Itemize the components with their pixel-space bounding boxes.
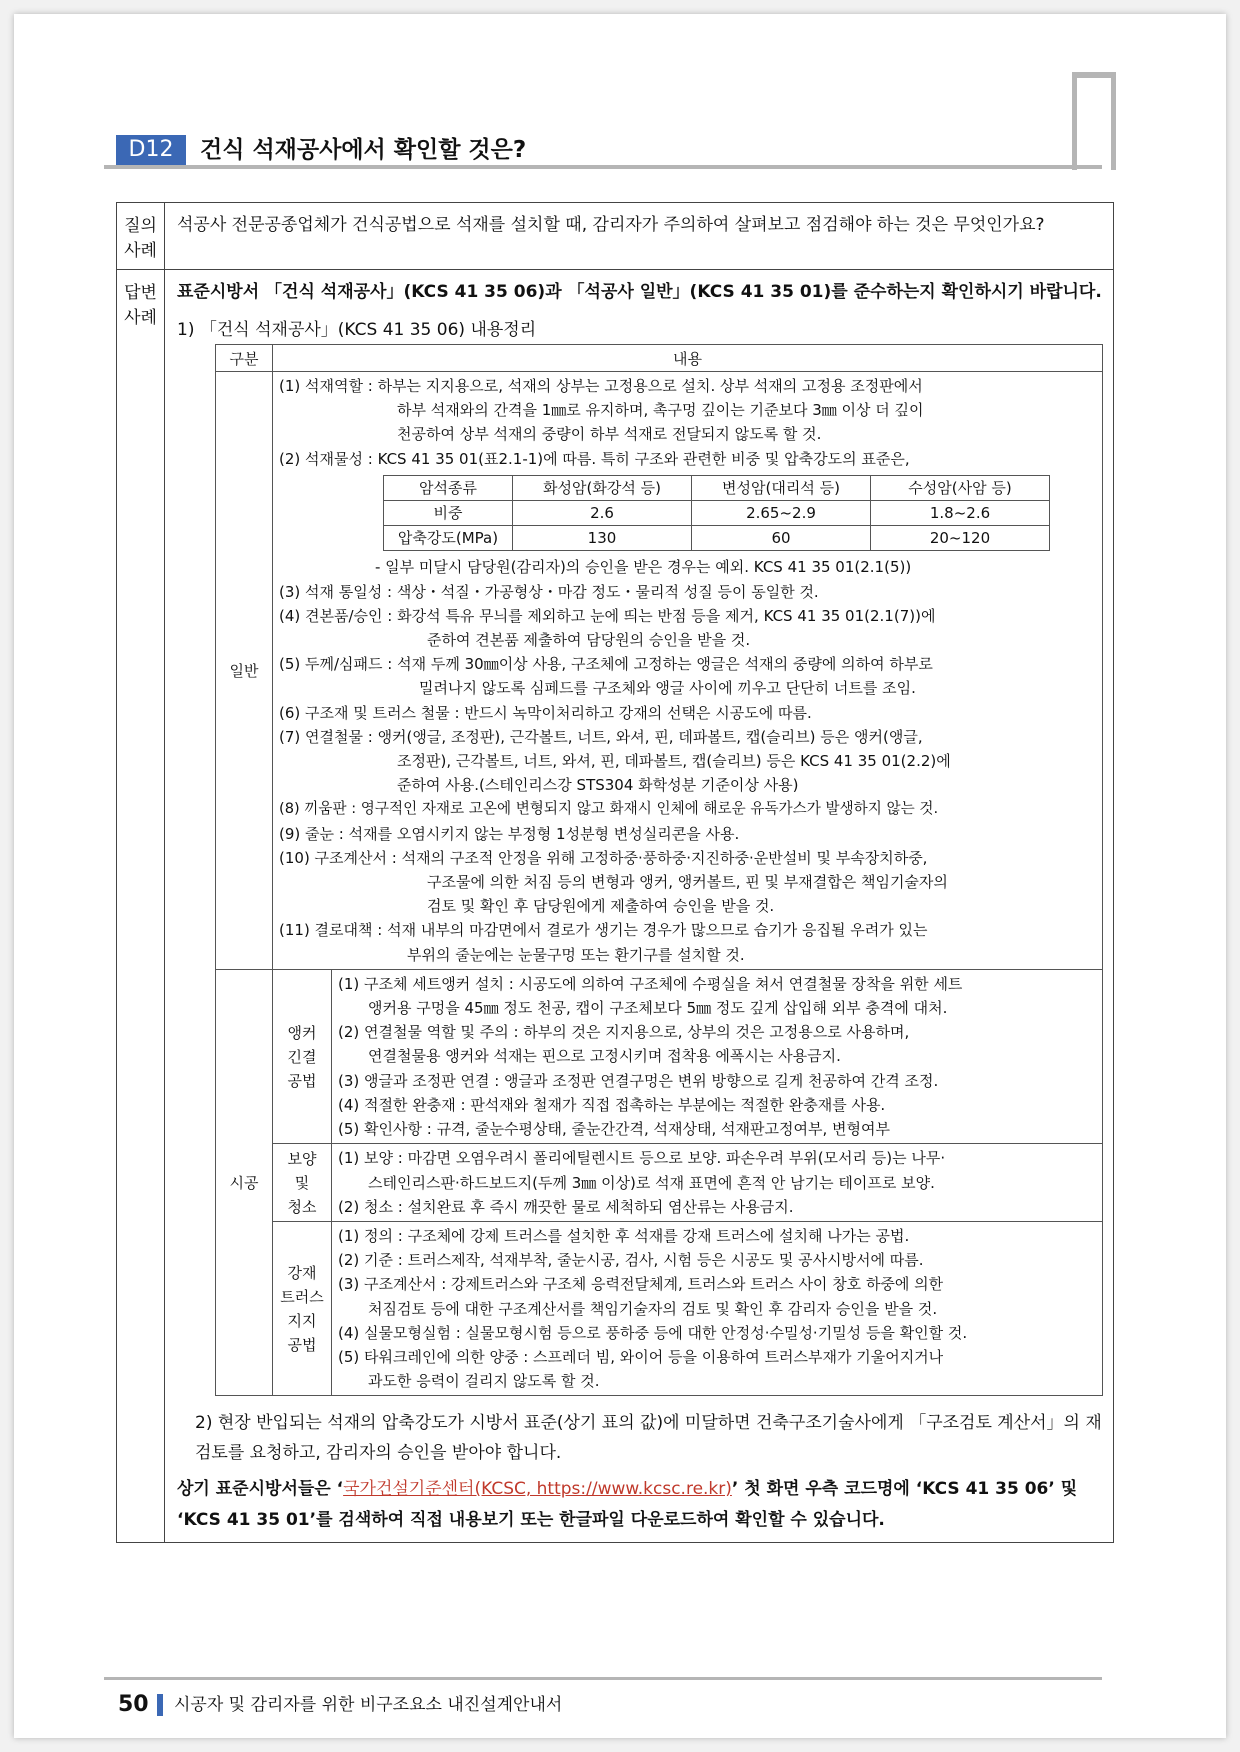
anchor-item-3: (3) 앵글과 조정판 연결 : 앵글과 조정판 연결구멍은 변위 방향으로 길게 천공하여 간격 조정. [338,1071,939,1090]
truss-label-line: 트러스 [280,1287,324,1306]
general-item-5: (5) 두께/심패드 : 석재 두께 30㎜이상 사용, 구조체에 고정하는 앵글은 석재의 중량에 의하여 하부로 [279,655,933,674]
summary-header-row [216,345,1103,372]
stone-cell: 2.6 [513,501,692,526]
general-item-1-cont: 하부 석재와의 간격을 1㎜로 유지하며, 촉구멍 깊이는 기준보다 3㎜ 이상 더 깊이 [397,401,924,420]
anchor-label-line: 앵커 [287,1023,317,1042]
protect-item-2: (2) 청소 : 설치완료 후 즉시 깨끗한 물로 세척하되 염산류는 사용금지. [338,1197,794,1216]
content-summary-table [215,344,1103,1396]
stone-cell: 130 [513,526,692,551]
section-code-badge: D12 [116,135,186,165]
general-row [216,372,1103,970]
truss-label-line: 공법 [287,1335,317,1354]
general-item-7: (7) 연결철물 : 앵커(앵글, 조정판), 근각볼트, 너트, 와셔, 핀, 데파볼트, 캡(슬리브) 등은 앵커(앵글, [279,727,923,746]
truss-row [216,1221,1103,1395]
subsection-2-text: 2) 현장 반입되는 석재의 압축강도가 시방서 표준(상기 표의 값)에 미달하면 건축구조기술사에게 「구조검토 계산서」의 재검토를 요청하고, 감리자의 승인을 받아야 합니다. [195,1413,1102,1464]
anchor-item-2: (2) 연결철물 역할 및 주의 : 하부의 것은 지지용으로, 상부의 것은 고정용으로 사용하며, [338,1023,910,1042]
general-item-10-cont: 구조물에 의한 처짐 등의 변형과 앵커, 앵커볼트, 핀 및 부재결합은 책임기술자의 [427,873,948,892]
footer-rule [104,1677,1102,1680]
anchor-method-label [273,969,332,1143]
protect-label-line: 및 [294,1173,310,1192]
anchor-label-line: 긴결 [287,1047,317,1066]
truss-label-line: 지지 [287,1311,317,1330]
general-item-7-cont: 준하여 사용.(스테인리스강 STS304 화학성분 기준이상 사용) [397,776,799,795]
page-number: 50 [118,1692,149,1717]
general-item-7-cont: 조정판), 근각볼트, 너트, 와셔, 핀, 데파볼트, 캡(슬리브) 등은 KCS 41 35 01(2.2)에 [397,752,951,771]
answer-body [165,270,1114,1543]
construction-category: 시공 [216,969,273,1395]
general-item-4: (4) 견본품/승인 : 화강석 특유 무늬를 제외하고 눈에 띄는 반점 등을 제거, KCS 41 35 01(2.1(7))에 [279,606,936,625]
truss-method-label [273,1221,332,1395]
stone-cell: 2.65~2.9 [692,501,871,526]
general-item-9: (9) 줄눈 : 석재를 오염시키지 않는 부정형 1성분형 변성실리콘을 사용. [279,824,740,843]
final-note-pre: 상기 표준시방서들은 ‘ [177,1479,344,1500]
section-header [104,135,1102,169]
general-item-2: (2) 석재물성 : KCS 41 35 01(표2.1-1)에 따름. 특히 구조와 관련한 비중 및 압축강도의 표준은, [279,449,910,468]
protect-item-1-cont: 스테인리스판·하드보드지(두께 3㎜ 이상)로 석재 표면에 흔적 안 남기는 테이프로 보양. [368,1173,935,1192]
answer-label: 답변사례 [117,270,165,1543]
protect-row [216,1144,1103,1222]
question-text: 석공사 전문공종업체가 건식공법으로 석재를 설치할 때, 감리자가 주의하여 살펴보고 점검해야 하는 것은 무엇인가요? [165,203,1114,270]
general-item-10: (10) 구조계산서 : 석재의 구조적 안정을 위해 고정하중·풍하중·지진하중·운반설비 및 부속장치하중, [279,848,928,867]
qa-table [116,202,1114,1543]
stone-header-cell: 수성암(사암 등) [871,475,1050,500]
general-item-10-cont: 검토 및 확인 후 담당원에게 제출하여 승인을 받을 것. [427,897,775,916]
general-item-4-cont: 준하여 견본품 제출하여 담당원의 승인을 받을 것. [427,631,751,650]
protect-clean-label [273,1144,332,1222]
truss-item-3-cont: 처짐검토 등에 대한 구조계산서를 책임기술자의 검토 및 확인 후 감리자 승인을 받을 것. [368,1299,938,1318]
protect-item-1: (1) 보양 : 마감면 오염우려시 폴리에틸렌시트 등으로 보양. 파손우려 부위(모서리 등)는 나무· [338,1149,946,1168]
protect-label-line: 보양 [287,1149,317,1168]
truss-label-line: 강재 [287,1263,317,1282]
truss-content [332,1221,1103,1395]
truss-item-3: (3) 구조계산서 : 강제트러스와 구조체 응력전달체계, 트러스와 트러스 사이 창호 하중에 의한 [338,1275,944,1294]
stone-cell: 20~120 [871,526,1050,551]
col-content-header: 내용 [273,345,1103,372]
final-note-post: ’ 첫 화면 우측 코드명에 ‘KCS 41 35 06’ 및 ‘KCS 41 35 01’를 검색하여 직접 내용보기 또는 한글파일 다운로드하여 확인할 수 있습니다. [177,1479,1078,1531]
general-item-5-cont: 밀려나지 않도록 심페드를 구조체와 앵글 사이에 끼우고 단단히 너트를 조임. [419,679,916,698]
stone-cell: 비중 [384,501,513,526]
general-item-11-cont: 부위의 줄눈에는 눈물구멍 또는 환기구를 설치할 것. [407,945,745,964]
stone-cell: 60 [692,526,871,551]
general-category: 일반 [216,372,273,970]
question-label: 질의사례 [117,203,165,270]
section-title: 건식 석재공사에서 확인할 것은? [200,137,527,163]
truss-item-5: (5) 타워크레인에 의한 양중 : 스프레더 빔, 와이어 등을 이용하여 트러스부재가 기울어지거나 [338,1347,944,1366]
stone-header-cell: 변성암(대리석 등) [692,475,871,500]
general-item-1-cont: 천공하여 상부 석재의 중량이 하부 석재로 전달되지 않도록 할 것. [397,425,822,444]
stone-cell: 압축강도(MPa) [384,526,513,551]
footer-accent-bar [157,1694,163,1716]
stone-property-table [383,475,1050,552]
subsection-1-title: 1) 「건식 석재공사」(KCS 41 35 06) 내용정리 [177,320,537,340]
general-item-11: (11) 결로대책 : 석재 내부의 마감면에서 결로가 생기는 경우가 많으므로 습기가 응집될 우려가 있는 [279,921,928,940]
header-rule [104,165,1102,169]
answer-intro: 표준시방서 「건식 석재공사」(KCS 41 35 06)과 「석공사 일반」(KCS 41 35 01)를 준수하는지 확인하시기 바랍니다. [177,282,1102,302]
truss-item-5-cont: 과도한 응력이 걸리지 않도록 할 것. [368,1372,600,1391]
stone-header-cell: 암석종류 [384,475,513,500]
anchor-item-2-cont: 연결철물용 앵커와 석재는 핀으로 고정시키며 접착용 에폭시는 사용금지. [368,1047,841,1066]
anchor-row [216,969,1103,1143]
general-item-6: (6) 구조재 및 트러스 철물 : 반드시 녹막이처리하고 강재의 선택은 시공도에 따름. [279,703,812,722]
protect-content [332,1144,1103,1222]
footer-title: 시공자 및 감리자를 위한 비구조요소 내진설계안내서 [174,1695,563,1715]
stone-header-cell: 화성암(화강석 등) [513,475,692,500]
general-content [273,372,1103,970]
anchor-item-1: (1) 구조체 세트앵커 설치 : 시공도에 의하여 구조체에 수평실을 쳐서 연결철물 장착을 위한 세트 [338,974,963,993]
stone-header-row [384,475,1050,500]
final-note [177,1474,1103,1536]
kcsc-link[interactable]: 국가건설기준센터(KCSC, https://www.kcsc.re.kr) [343,1479,732,1500]
question-row [117,203,1114,270]
general-item-1: (1) 석재역할 : 하부는 지지용으로, 석재의 상부는 고정용으로 설치. 상부 석재의 고정용 조정판에서 [279,377,923,395]
anchor-label-line: 공법 [287,1071,317,1090]
truss-item-4: (4) 실물모형실험 : 실물모형시험 등으로 풍하중 등에 대한 안정성·수밀성·기밀성 등을 확인할 것. [338,1323,968,1342]
general-item-2-note: - 일부 미달시 담당원(감리자)의 승인을 받은 경우는 예외. KCS 41 35 01(2.1(5)) [375,558,912,577]
stone-row-density [384,501,1050,526]
answer-row [117,270,1114,1543]
stone-cell: 1.8~2.6 [871,501,1050,526]
anchor-item-4: (4) 적절한 완충재 : 판석재와 철재가 직접 접촉하는 부분에는 적절한 완충재를 사용. [338,1095,886,1114]
general-item-8: (8) 끼움판 : 영구적인 자재로 고온에 변형되지 않고 화재시 인체에 해로운 유독가스가 발생하지 않는 것. [279,800,939,818]
anchor-item-1-cont: 앵커용 구멍을 45㎜ 정도 천공, 캡이 구조체보다 5㎜ 정도 깊게 삽입해 외부 충격에 대처. [368,999,948,1018]
truss-item-1: (1) 정의 : 구조체에 강제 트러스를 설치한 후 석재를 강재 트러스에 설치해 나가는 공법. [338,1226,910,1245]
general-item-3: (3) 석재 통일성 : 색상・석질・가공형상・마감 정도・물리적 성질 등이 동일한 것. [279,582,819,601]
truss-item-2: (2) 기준 : 트러스제작, 석재부착, 줄눈시공, 검사, 시험 등은 시공도 및 공사시방서에 따름. [338,1251,924,1270]
protect-label-line: 청소 [287,1197,317,1216]
anchor-content [332,969,1103,1143]
col-category-header: 구분 [216,345,273,372]
stone-row-strength [384,526,1050,551]
anchor-item-5: (5) 확인사항 : 규격, 줄눈수평상태, 줄눈간간격, 석재상태, 석재판고정여부, 변형여부 [338,1120,890,1139]
